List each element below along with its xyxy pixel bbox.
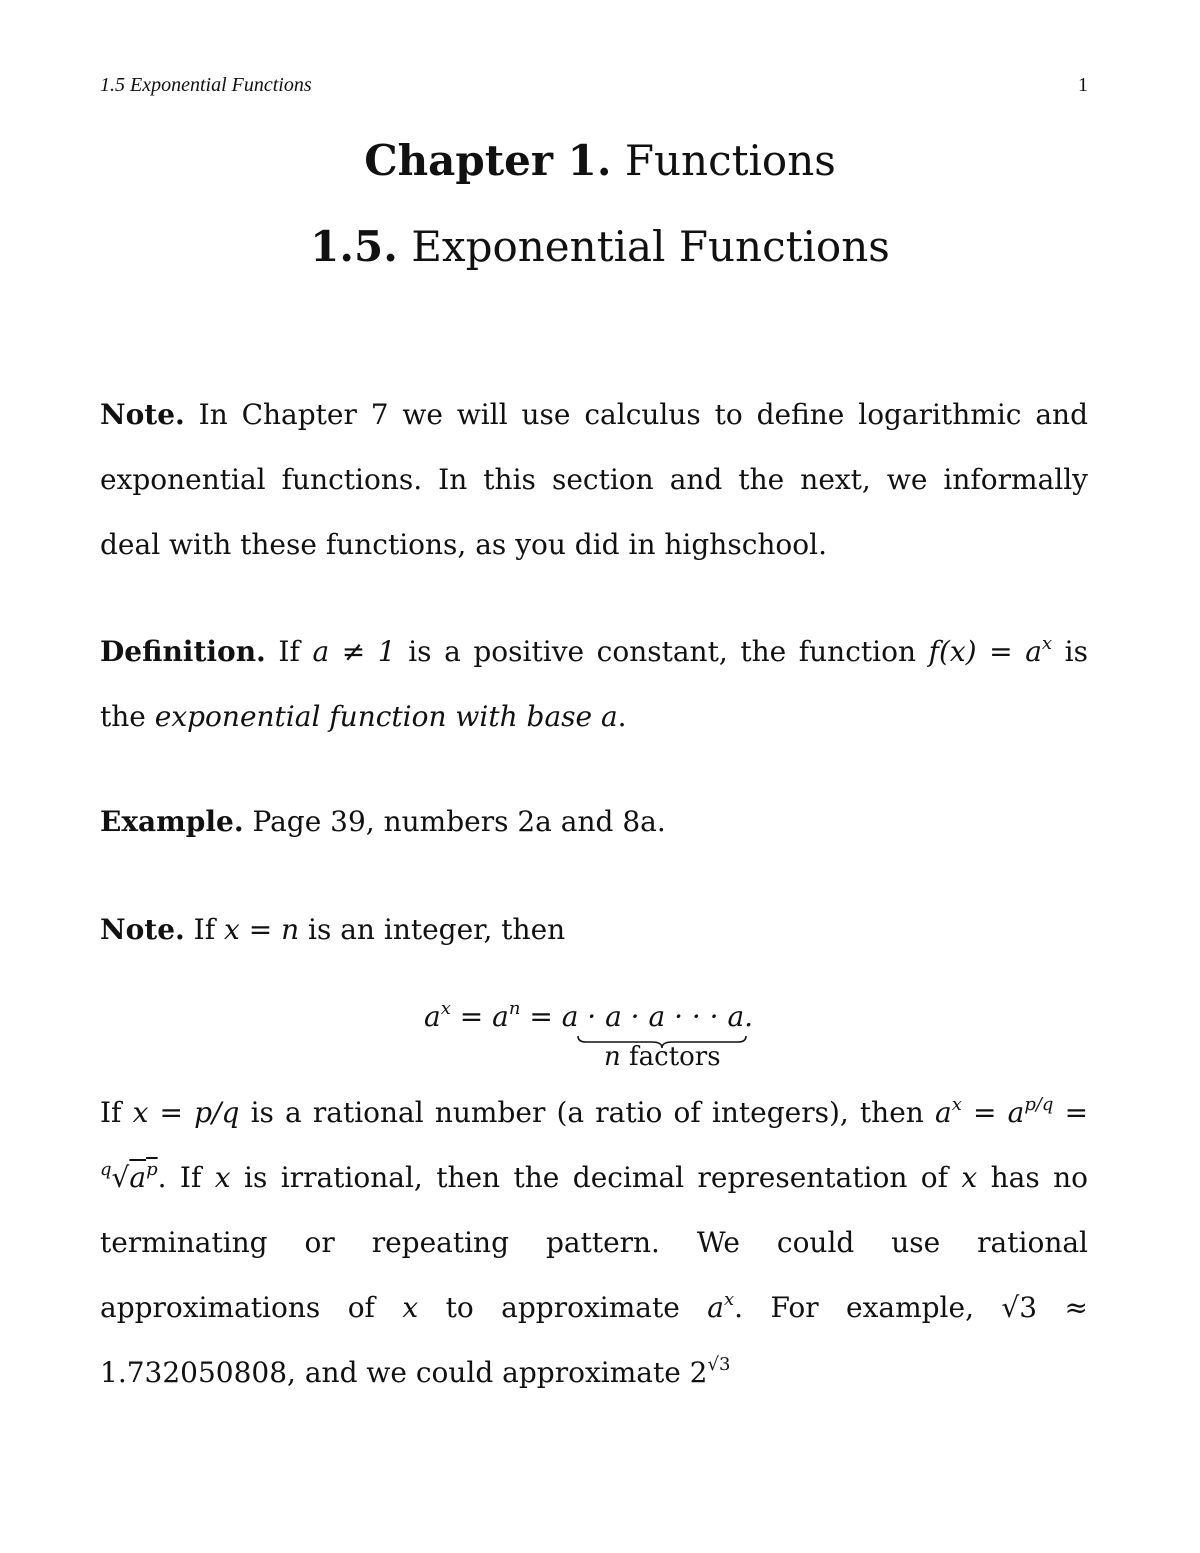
definition-end: . <box>617 700 627 733</box>
function-expression: f(x) = a <box>928 635 1042 668</box>
underbrace-label <box>604 1042 721 1072</box>
root-index: q <box>100 1159 112 1180</box>
rational-base: a <box>934 1096 952 1129</box>
equation-lhs: a <box>424 1000 441 1033</box>
note-paragraph-1 <box>100 382 1088 577</box>
variable-x-2: x <box>961 1161 978 1194</box>
note2-text-1: If <box>193 913 216 946</box>
note2-condition: x = n <box>224 913 300 946</box>
definition-condition: a ≠ 1 <box>312 635 396 668</box>
example-paragraph <box>100 789 1088 854</box>
variable-x: x <box>214 1161 231 1194</box>
chapter-label: Chapter 1. <box>364 136 612 185</box>
variable-x-3: x <box>402 1291 419 1324</box>
chapter-name: Functions <box>624 136 836 185</box>
rational-power: p/q <box>1024 1094 1054 1115</box>
chapter-title <box>0 136 1200 185</box>
rational-expression: $a^x = a^{p/q} = ^q√a^p$ <box>100 1094 1089 1194</box>
note-paragraph-2 <box>100 897 1088 962</box>
section-name: Exponential Functions <box>411 222 890 271</box>
equation-rhs: = a · a · a · · · a. <box>529 1000 754 1033</box>
section-label: 1.5. <box>310 222 398 271</box>
note2-text-2: is an integer, then <box>308 913 566 946</box>
note2-label: Note. <box>100 913 185 946</box>
underbrace-variable: n <box>604 1042 621 1072</box>
example-label: Example. <box>100 805 244 838</box>
rational-text-7: . For example, √3 ≈ 1.732050808, and we could approximate 2 <box>100 1291 1088 1389</box>
equation-mid-exponent: n <box>508 998 521 1019</box>
rational-text-2: is a rational number (a ratio of integers), then <box>250 1096 924 1129</box>
rational-equals: = a <box>973 1096 1025 1129</box>
root-body <box>129 1161 157 1194</box>
definition-function <box>929 635 1053 668</box>
approx-expression <box>707 1291 734 1324</box>
rational-base-exponent: x <box>951 1094 962 1115</box>
note-label: Note. <box>100 398 185 431</box>
final-exponent: √3 <box>707 1354 731 1375</box>
definition-paragraph <box>100 619 1088 749</box>
rational-text-5: has no terminating or repeating pattern. We could use rational approximations of <box>100 1161 1089 1324</box>
equation-lhs-exponent: x <box>440 998 451 1019</box>
rational-text-6: to approximate <box>445 1291 680 1324</box>
function-exponent: x <box>1041 633 1053 654</box>
rational-text-1: If <box>100 1096 122 1129</box>
definition-term: exponential function with base a <box>154 700 618 733</box>
running-head-title: 1.5 Exponential Functions <box>100 74 312 96</box>
equation-mid: = a <box>459 1000 509 1033</box>
example-text: Page 39, numbers 2a and 8a. <box>252 805 666 838</box>
definition-label: Definition. <box>100 635 266 668</box>
equation-line <box>424 1000 753 1033</box>
page-number: 1 <box>1078 74 1088 96</box>
rational-text-3: If <box>179 1161 202 1194</box>
rational-text-4: is irrational, then the decimal representation of <box>244 1161 948 1194</box>
approx-exponent: x <box>723 1289 735 1310</box>
rational-paragraph: If x = p/q is a rational number (a ratio of integers), then $a^x = a^{p/q} = ^q√a^p$. If x is irrational, then the decimal representation of x has no terminating or repeating pattern. We could use rational approximations of x to approximate $a^x$. For example, √3 ≈ 1.732050808, and we could approximate $2^{√3}$ <box>100 1094 1089 1389</box>
definition-text-3: is the <box>100 635 1088 733</box>
definition-text-1: If <box>278 635 300 668</box>
root-exponent: p <box>146 1159 158 1180</box>
underbrace-text: factors <box>629 1042 721 1072</box>
section-title <box>0 222 1200 271</box>
approx-base: a <box>707 1291 724 1324</box>
root-base: a <box>129 1161 147 1194</box>
rational-condition: x = p/q <box>132 1096 240 1129</box>
definition-text-2: is a positive constant, the function <box>408 635 916 668</box>
note-text: In Chapter 7 we will use calculus to define logarithmic and exponential functions. In this section and the next, we informally deal with these functions, as you did in highschool. <box>100 398 1088 561</box>
